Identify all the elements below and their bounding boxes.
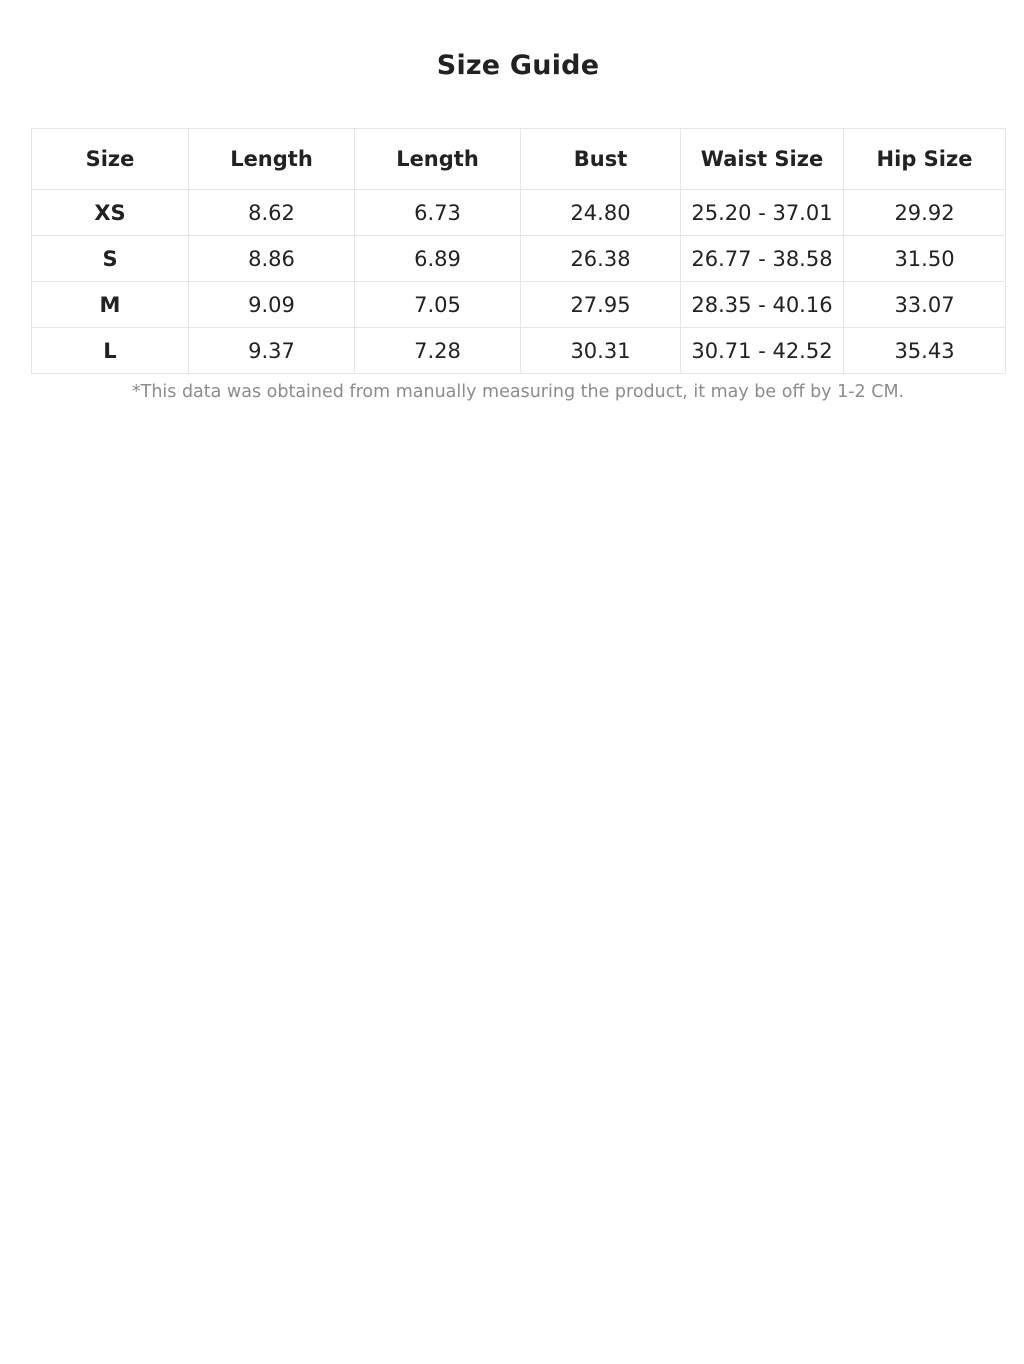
column-header-size: Size: [32, 129, 189, 190]
waist-size-cell: 25.20 - 37.01: [681, 190, 844, 236]
column-header-waist-size: Waist Size: [681, 129, 844, 190]
column-header-length-1: Length: [189, 129, 355, 190]
waist-size-cell: 30.71 - 42.52: [681, 328, 844, 374]
table-row: [32, 190, 1006, 236]
hip-size-cell: 35.43: [844, 328, 1006, 374]
size-cell: M: [32, 282, 189, 328]
page-title: Size Guide: [436, 50, 600, 81]
size-cell: L: [32, 328, 189, 374]
hip-size-cell: 31.50: [844, 236, 1006, 282]
length-2-cell: 6.73: [355, 190, 521, 236]
length-1-cell: 9.09: [189, 282, 355, 328]
length-2-cell: 6.89: [355, 236, 521, 282]
column-header-bust: Bust: [521, 129, 681, 190]
table-row: [32, 236, 1006, 282]
hip-size-cell: 33.07: [844, 282, 1006, 328]
hip-size-cell: 29.92: [844, 190, 1006, 236]
size-guide-table: [31, 128, 1006, 374]
size-cell: S: [32, 236, 189, 282]
length-2-cell: 7.28: [355, 328, 521, 374]
table-row: [32, 282, 1006, 328]
length-1-cell: 8.86: [189, 236, 355, 282]
length-2-cell: 7.05: [355, 282, 521, 328]
column-header-length-2: Length: [355, 129, 521, 190]
waist-size-cell: 26.77 - 38.58: [681, 236, 844, 282]
waist-size-cell: 28.35 - 40.16: [681, 282, 844, 328]
table-header-row: [32, 129, 1006, 190]
bust-cell: 24.80: [521, 190, 681, 236]
bust-cell: 27.95: [521, 282, 681, 328]
bust-cell: 30.31: [521, 328, 681, 374]
table-row: [32, 328, 1006, 374]
length-1-cell: 8.62: [189, 190, 355, 236]
length-1-cell: 9.37: [189, 328, 355, 374]
measurement-disclaimer: *This data was obtained from manually measuring the product, it may be off by 1-2 CM.: [131, 382, 905, 402]
column-header-hip-size: Hip Size: [844, 129, 1006, 190]
size-cell: XS: [32, 190, 189, 236]
bust-cell: 26.38: [521, 236, 681, 282]
